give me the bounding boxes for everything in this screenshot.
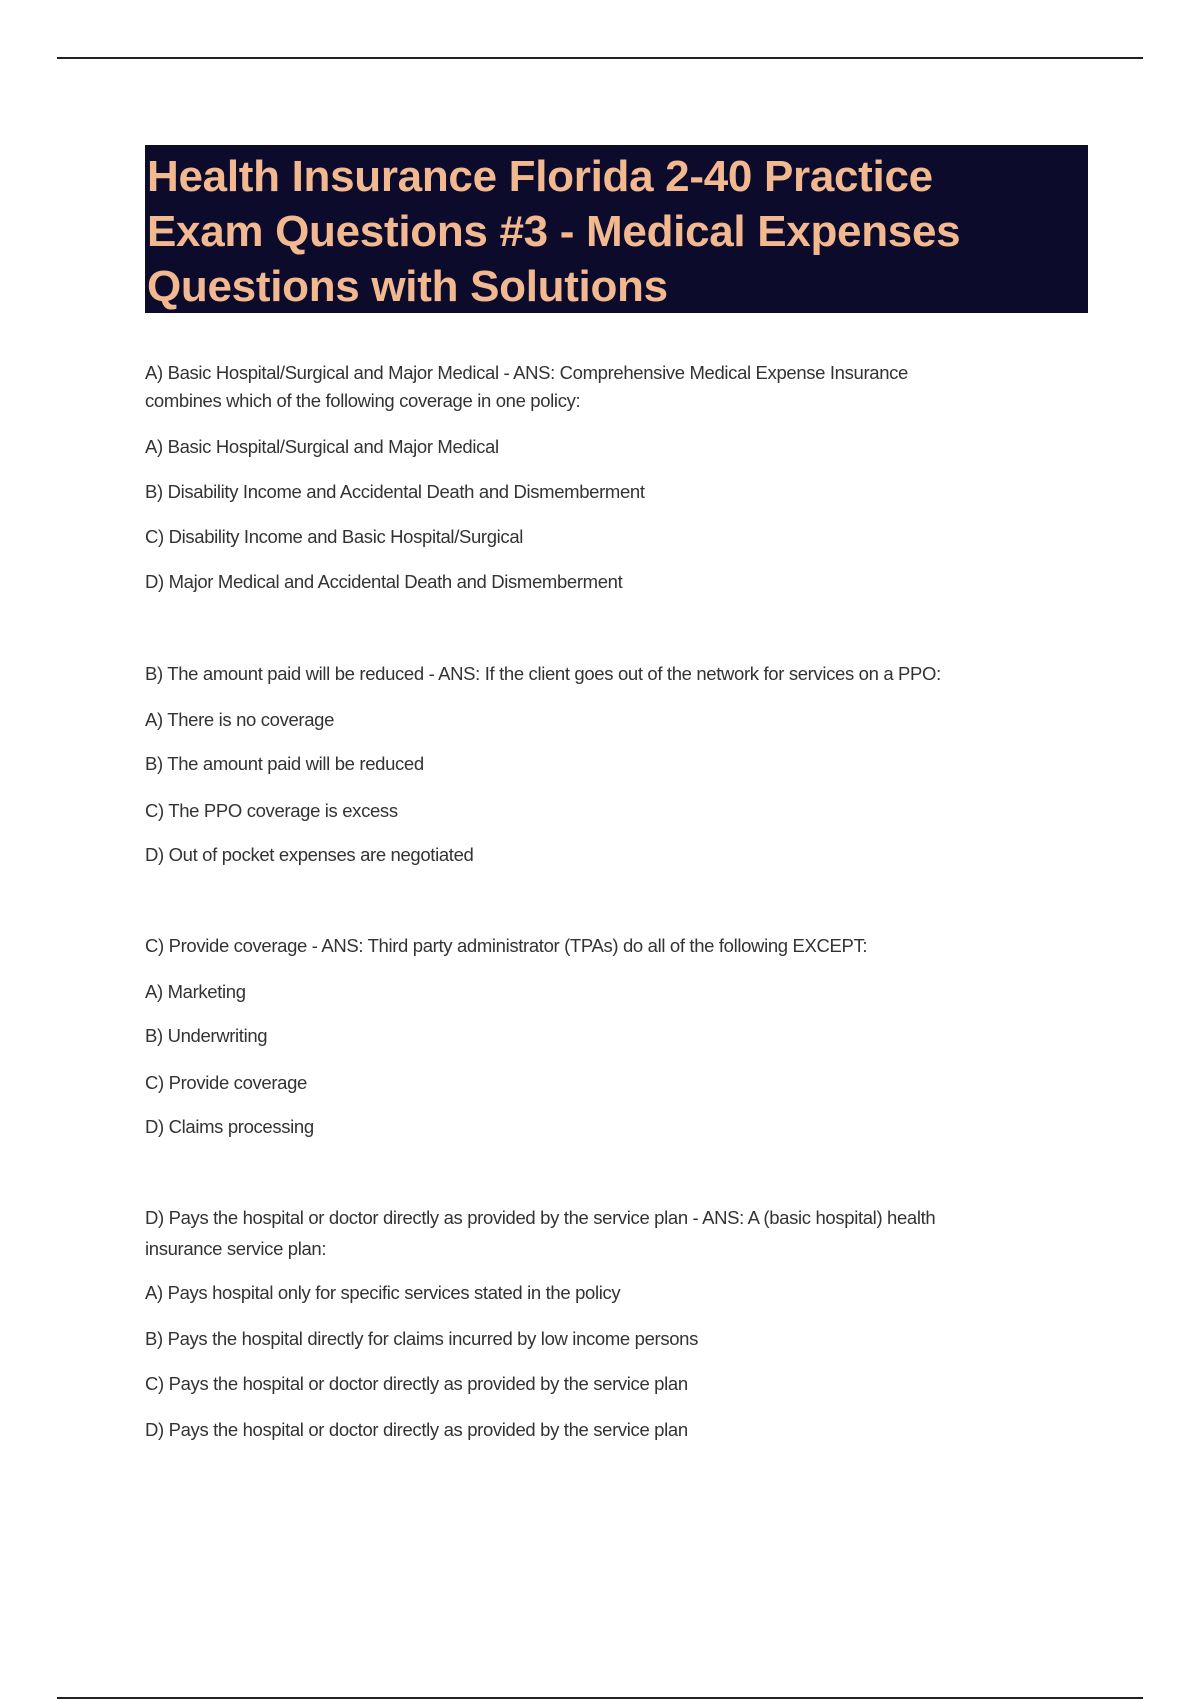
header-rule xyxy=(57,57,1143,59)
question-4-option-b: B) Pays the hospital directly for claims incurred by low income persons xyxy=(145,1328,698,1349)
question-1-text-line-2: combines which of the following coverage in one policy: xyxy=(145,390,581,411)
question-2-text-line-1: B) The amount paid will be reduced - ANS: If the client goes out of the network for services on a PPO: xyxy=(145,663,941,684)
question-4-text-line-2: insurance service plan: xyxy=(145,1238,327,1259)
question-3-option-b: B) Underwriting xyxy=(145,1025,268,1046)
question-1-option-a: A) Basic Hospital/Surgical and Major Medical xyxy=(145,436,499,457)
title-line-1: Health Insurance Florida 2-40 Practice xyxy=(147,152,933,201)
question-2-option-d: D) Out of pocket expenses are negotiated xyxy=(145,844,474,865)
question-4-option-c: C) Pays the hospital or doctor directly as provided by the service plan xyxy=(145,1373,688,1394)
question-3-option-c: C) Provide coverage xyxy=(145,1072,307,1093)
question-1-option-b: B) Disability Income and Accidental Death and Dismemberment xyxy=(145,481,645,502)
question-4-option-a: A) Pays hospital only for specific services stated in the policy xyxy=(145,1282,621,1303)
question-1-text-line-1: A) Basic Hospital/Surgical and Major Medical - ANS: Comprehensive Medical Expense Insurance xyxy=(145,362,908,383)
footer-rule xyxy=(57,1697,1143,1699)
title-line-3: Questions with Solutions xyxy=(147,262,668,311)
question-3-text-line-1: C) Provide coverage - ANS: Third party administrator (TPAs) do all of the following EXCEPT: xyxy=(145,935,868,956)
question-4-text-line-1: D) Pays the hospital or doctor directly as provided by the service plan - ANS: A (basic hospital) health xyxy=(145,1207,936,1228)
question-3-option-d: D) Claims processing xyxy=(145,1116,314,1137)
title-banner xyxy=(145,145,1088,313)
question-3-option-a: A) Marketing xyxy=(145,981,246,1002)
question-1-option-d: D) Major Medical and Accidental Death and Dismemberment xyxy=(145,571,623,592)
question-2-option-a: A) There is no coverage xyxy=(145,709,335,730)
question-1-option-c: C) Disability Income and Basic Hospital/Surgical xyxy=(145,526,524,547)
title-line-2: Exam Questions #3 - Medical Expenses xyxy=(147,207,961,256)
question-2-option-b: B) The amount paid will be reduced xyxy=(145,753,424,774)
question-4-option-d: D) Pays the hospital or doctor directly as provided by the service plan xyxy=(145,1419,688,1440)
question-2-option-c: C) The PPO coverage is excess xyxy=(145,800,398,821)
